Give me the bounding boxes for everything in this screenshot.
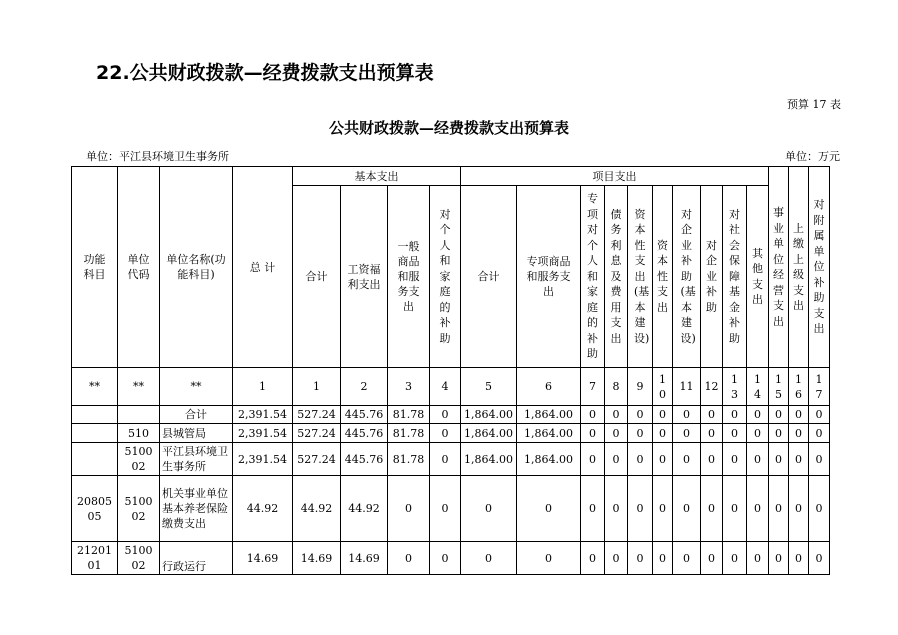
index-cell: 1 (233, 368, 293, 406)
value-cell: 0 (605, 476, 628, 542)
value-cell: 2,391.54 (233, 443, 293, 476)
value-cell: 81.78 (388, 424, 430, 443)
value-cell: 0 (673, 424, 701, 443)
code-cell: 510002 (118, 443, 160, 476)
value-cell: 0 (701, 476, 723, 542)
index-cell: 1 (293, 368, 341, 406)
value-cell: 0 (673, 542, 701, 575)
index-cell: 15 (769, 368, 789, 406)
index-cell: 8 (605, 368, 628, 406)
value-cell: 0 (769, 406, 789, 424)
value-cell: 0 (581, 542, 605, 575)
value-cell: 1,864.00 (517, 424, 581, 443)
value-cell: 0 (673, 443, 701, 476)
func-cell: 2120101 (72, 542, 118, 575)
index-cell: 5 (461, 368, 517, 406)
value-cell: 527.24 (293, 443, 341, 476)
index-cell: 11 (673, 368, 701, 406)
table-title: 公共财政拨款—经费拨款支出预算表 (328, 119, 569, 137)
table-number: 预算 17 表 (787, 98, 841, 111)
value-cell: 0 (789, 476, 809, 542)
index-cell: 9 (628, 368, 653, 406)
value-cell: 0 (723, 476, 747, 542)
value-cell: 44.92 (341, 476, 388, 542)
header-capital-construction: 资本性支出(基本建设) (628, 186, 653, 368)
value-cell: 0 (673, 476, 701, 542)
index-cell: 12 (701, 368, 723, 406)
index-cell: 17 (809, 368, 830, 406)
value-cell: 0 (430, 424, 461, 443)
value-cell: 0 (769, 443, 789, 476)
value-cell: 0 (809, 443, 830, 476)
header-upper: 上缴上级支出 (789, 167, 809, 368)
value-cell: 527.24 (293, 424, 341, 443)
value-cell: 0 (723, 406, 747, 424)
table-row (72, 443, 830, 476)
value-cell: 0 (747, 476, 769, 542)
value-cell: 0 (430, 406, 461, 424)
value-cell: 0 (517, 542, 581, 575)
header-affiliated: 对附属单位补助支出 (809, 167, 830, 368)
value-cell: 2,391.54 (233, 424, 293, 443)
header-unit-name: 单位名称(功能科目) (160, 167, 233, 368)
value-cell: 0 (701, 542, 723, 575)
value-cell: 0 (628, 476, 653, 542)
index-cell: 4 (430, 368, 461, 406)
value-cell: 0 (747, 542, 769, 575)
value-cell: 0 (430, 542, 461, 575)
value-cell: 2,391.54 (233, 406, 293, 424)
value-cell: 0 (809, 542, 830, 575)
index-cell: 6 (517, 368, 581, 406)
table-row (72, 476, 830, 542)
index-cell: ** (160, 368, 233, 406)
value-cell: 0 (723, 443, 747, 476)
value-cell: 44.92 (233, 476, 293, 542)
header-project-sum: 合计 (461, 186, 517, 368)
value-cell: 0 (769, 542, 789, 575)
value-cell: 1,864.00 (461, 424, 517, 443)
index-row (72, 368, 830, 406)
header-goods: 一般商品和服务支出 (388, 186, 430, 368)
value-cell: 0 (701, 424, 723, 443)
code-cell: 510002 (118, 476, 160, 542)
value-cell: 0 (628, 424, 653, 443)
page-heading: 22.公共财政拨款—经费拨款支出预算表 (96, 62, 434, 84)
code-cell: 510002 (118, 542, 160, 575)
table-row (72, 542, 830, 575)
value-cell: 0 (747, 406, 769, 424)
value-cell: 0 (701, 406, 723, 424)
index-cell: 13 (723, 368, 747, 406)
header-social-security: 对社会保障基金补助 (723, 186, 747, 368)
value-cell: 14.69 (233, 542, 293, 575)
value-cell: 0 (628, 406, 653, 424)
value-cell: 445.76 (341, 424, 388, 443)
header-special-goods: 专项商品和服务支出 (517, 186, 581, 368)
name-cell: 平江县环境卫生事务所 (160, 443, 233, 476)
header-special-personal: 专项对个人和家庭的补助 (581, 186, 605, 368)
header-func-subject: 功能科目 (72, 167, 118, 368)
index-cell: 16 (789, 368, 809, 406)
index-cell: 2 (341, 368, 388, 406)
value-cell: 0 (747, 424, 769, 443)
index-cell: ** (72, 368, 118, 406)
value-cell: 0 (653, 424, 673, 443)
func-cell: 2080505 (72, 476, 118, 542)
header-public-unit: 事业单位经营支出 (769, 167, 789, 368)
value-cell: 1,864.00 (461, 443, 517, 476)
value-cell: 0 (430, 476, 461, 542)
header-other: 其他支出 (747, 186, 769, 368)
header-personal-basic: 对个人和家庭的补助 (430, 186, 461, 368)
value-cell: 81.78 (388, 406, 430, 424)
value-cell: 0 (581, 406, 605, 424)
code-cell (118, 406, 160, 424)
header-row-groups (72, 167, 830, 186)
value-cell: 81.78 (388, 443, 430, 476)
value-cell: 1,864.00 (517, 406, 581, 424)
value-cell: 0 (605, 424, 628, 443)
value-cell: 0 (581, 443, 605, 476)
value-cell: 0 (581, 476, 605, 542)
name-cell: 合计 (160, 406, 233, 424)
value-cell: 445.76 (341, 443, 388, 476)
value-cell: 0 (581, 424, 605, 443)
header-basic-sum: 合计 (293, 186, 341, 368)
table-row (72, 406, 830, 424)
code-cell: 510 (118, 424, 160, 443)
value-cell: 0 (605, 542, 628, 575)
header-enterprise-construction: 对企业补助(基本建设) (673, 186, 701, 368)
value-cell: 0 (605, 406, 628, 424)
header-unit-code: 单位代码 (118, 167, 160, 368)
value-cell: 0 (653, 406, 673, 424)
value-cell: 1,864.00 (461, 406, 517, 424)
index-cell: 14 (747, 368, 769, 406)
value-cell: 0 (769, 424, 789, 443)
header-capital: 资本性支出 (653, 186, 673, 368)
table-row (72, 424, 830, 443)
budget-table (71, 166, 830, 575)
header-total: 总 计 (233, 167, 293, 368)
value-cell: 0 (517, 476, 581, 542)
index-cell: ** (118, 368, 160, 406)
value-cell: 0 (809, 406, 830, 424)
value-cell: 0 (653, 476, 673, 542)
value-cell: 0 (388, 542, 430, 575)
func-cell (72, 406, 118, 424)
value-cell: 445.76 (341, 406, 388, 424)
header-basic-group: 基本支出 (293, 167, 461, 186)
value-cell: 0 (461, 476, 517, 542)
value-cell: 0 (789, 406, 809, 424)
value-cell: 0 (809, 424, 830, 443)
value-cell: 0 (628, 443, 653, 476)
value-cell: 0 (789, 542, 809, 575)
value-cell: 0 (628, 542, 653, 575)
value-cell: 0 (809, 476, 830, 542)
value-cell: 0 (430, 443, 461, 476)
value-cell: 0 (747, 443, 769, 476)
value-cell: 0 (673, 406, 701, 424)
value-cell: 0 (723, 424, 747, 443)
value-cell: 0 (605, 443, 628, 476)
unit-name-label: 单位：平江县环境卫生事务所 (86, 150, 229, 163)
func-cell (72, 424, 118, 443)
value-cell: 0 (388, 476, 430, 542)
value-cell: 44.92 (293, 476, 341, 542)
value-cell: 527.24 (293, 406, 341, 424)
value-cell: 0 (769, 476, 789, 542)
name-cell: 机关事业单位基本养老保险缴费支出 (160, 476, 233, 542)
value-cell: 0 (653, 542, 673, 575)
value-cell: 0 (701, 443, 723, 476)
value-cell: 0 (461, 542, 517, 575)
index-cell: 10 (653, 368, 673, 406)
index-cell: 3 (388, 368, 430, 406)
value-cell: 0 (789, 424, 809, 443)
header-debt: 债务利息及费用支出 (605, 186, 628, 368)
value-cell: 0 (653, 443, 673, 476)
header-project-group: 项目支出 (461, 167, 769, 186)
value-cell: 14.69 (293, 542, 341, 575)
value-cell: 0 (789, 443, 809, 476)
value-cell: 1,864.00 (517, 443, 581, 476)
currency-unit-label: 单位：万元 (785, 150, 840, 163)
name-cell: 县城管局 (160, 424, 233, 443)
header-enterprise: 对企业补助 (701, 186, 723, 368)
name-cell: 行政运行 (160, 542, 233, 575)
header-salary: 工资福利支出 (341, 186, 388, 368)
func-cell (72, 443, 118, 476)
index-cell: 7 (581, 368, 605, 406)
value-cell: 14.69 (341, 542, 388, 575)
value-cell: 0 (723, 542, 747, 575)
